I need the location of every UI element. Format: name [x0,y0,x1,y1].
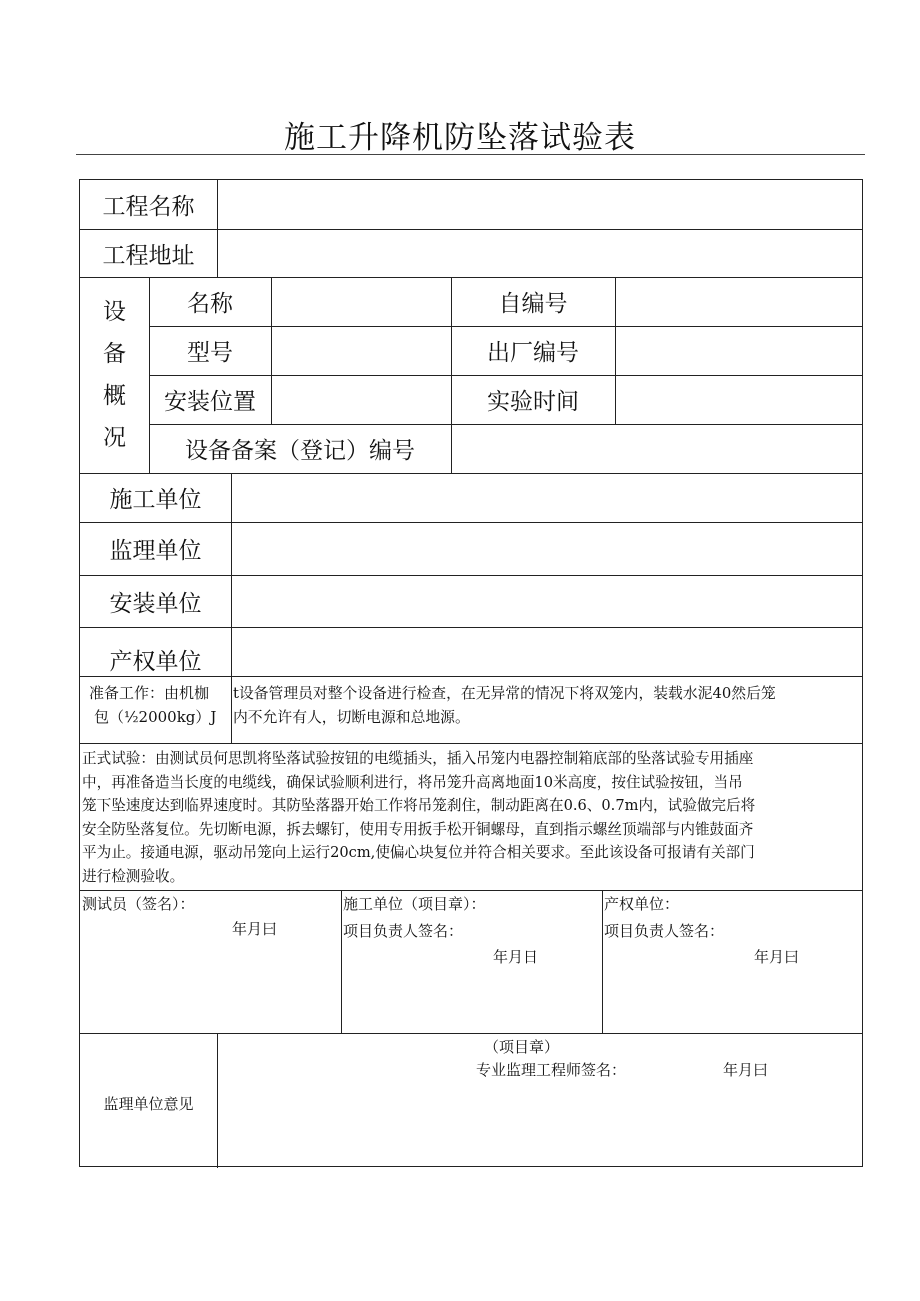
model-label: 型号 [187,340,233,366]
construction-date: 年月日 [493,948,539,966]
formal-test-line: 平为止。接通电源，驱动吊笼向上运行20cm,使偏心块复位并符合相关要求。至此该设备可报请有关部门 [82,844,755,861]
column-divider [217,180,218,277]
property-unit-label: 产权单位 [109,649,202,675]
column-divider [231,473,232,743]
formal-test-line: 笼下坠速度达到临界速度时。其防坠落器开始工作将吊笼刹住，制动距离在0.6、0.7m内，试验做完后将 [82,797,756,814]
preparation-text-line1: t设备管理员对整个设备进行检查，在无异常的情况下将双笼内，装载水泥40然后笼 [233,685,776,702]
self-number-label: 自编号 [498,291,568,317]
column-divider [341,890,342,1033]
test-form-table [79,179,863,1167]
equipment-section-label: 设备概况 [103,299,126,451]
project-stamp-label: （项目章） [484,1038,560,1056]
column-divider [602,890,603,1033]
supervision-opinion-label: 监理单位意见 [103,1095,194,1113]
construction-unit-label: 施工单位 [109,487,202,513]
formal-test-line: 中，再准备造当长度的电缆线，确保试验顺利进行，将吊笼升高离地面10米高度，按住试验按钮，当吊 [82,774,743,791]
formal-test-line: 进行检测验收。 [82,868,185,885]
property-date: 年月曰 [754,948,800,966]
factory-number-label: 出厂编号 [487,340,579,366]
column-divider [271,277,272,424]
row-divider [80,743,863,744]
test-time-label: 实验时间 [487,389,579,415]
equipment-name-label: 名称 [187,291,233,317]
supervision-date: 年月曰 [723,1061,769,1079]
property-manager-signature-label: 项目负责人签名： [604,922,725,940]
tester-signature-label: 测试员（签名）： [82,895,195,913]
title-underline [76,154,865,155]
preparation-text-line2: 内不允许有人，切断电源和总地源。 [233,709,470,726]
row-divider [80,1033,863,1034]
supervising-engineer-signature-label: 专业监理工程师签名： [476,1061,627,1079]
registration-number-label: 设备备案（登记）编号 [185,438,415,464]
row-divider [80,676,863,677]
installation-unit-label: 安装单位 [109,590,202,617]
row-divider [80,890,863,891]
column-divider [615,277,616,424]
property-unit-signature-label: 产权单位： [604,895,680,913]
formal-test-line: 安全防坠落复位。先切断电源，拆去螺钉，使用专用扳手松开铜螺母，直到指示螺丝顶端部与内锥鼓面齐 [82,821,754,838]
construction-manager-signature-label: 项目负责人签名： [343,922,464,940]
page-title: 施工升降机防坠落试验表 [284,120,636,156]
column-divider [217,1033,218,1168]
formal-test-line: 正式试验：由测试员何思凯将坠落试验按钮的电缆插头，插入吊笼内电器控制箱底部的坠落试验专用插座 [82,750,754,767]
project-address-label: 工程地址 [102,242,195,269]
install-position-label: 安装位置 [164,389,256,415]
tester-date: 年月曰 [232,920,278,938]
preparation-label-line2: 包（½2000kg）J [94,708,217,726]
construction-unit-stamp-label: 施工单位（项目章）： [343,895,486,913]
preparation-label-line1: 准备工作：由机枷 [89,684,210,702]
project-name-label: 工程名称 [102,194,195,220]
supervision-unit-label: 监理单位 [109,538,202,564]
